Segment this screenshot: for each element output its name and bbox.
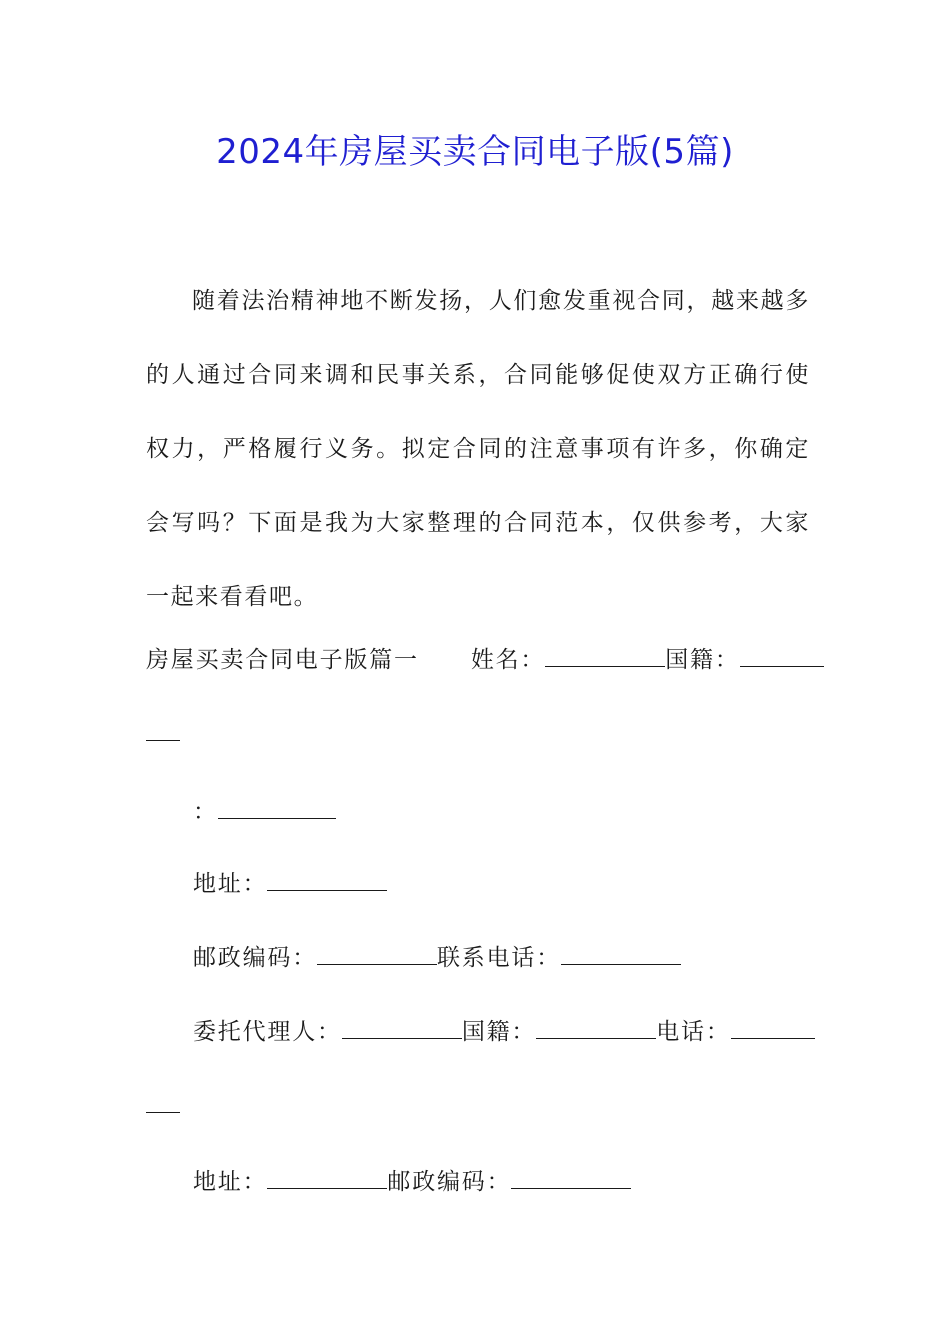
agent-address-line [193,1166,631,1198]
agent-phone-label: 电话： [656,1019,731,1045]
agent-postcode-blank[interactable] [511,1170,631,1189]
party-a-line-2 [193,796,336,828]
party-a-line-1-continued [146,718,180,750]
nationality-blank[interactable] [740,648,824,667]
nationality-label: 国籍： [665,647,740,673]
id-blank[interactable] [218,800,336,819]
agent-postcode-label: 邮政编码： [387,1169,512,1195]
agent-address-blank[interactable] [267,1170,387,1189]
phone-label: 联系电话： [437,945,561,971]
phone-blank[interactable] [561,946,681,965]
agent-nationality-label: 国籍： [461,1019,537,1045]
party-a-line-1 [146,644,824,676]
document-title: 2024年房屋买卖合同电子版(5篇) [216,132,734,172]
intro-paragraph: 随着法治精神地不断发扬，人们愈发重视合同，越来越多的人通过合同来调和民事关系，合同能够促使双方正确行使权力，严格履行义务。拟定合同的注意事项有许多，你确定会写吗？下面是我为大家整理的合同范本，仅供参考，大家一起来看看吧。 [146,288,810,610]
agent-line [193,1016,815,1048]
agent-label: 委托代理人： [193,1019,342,1045]
party-a-contact-line [193,942,681,974]
agent-phone-blank-continued[interactable] [146,1094,180,1113]
name-blank[interactable] [545,648,665,667]
agent-blank[interactable] [342,1020,462,1039]
postcode-label: 邮政编码： [193,945,317,971]
address-label: 地址： [193,871,268,897]
nationality-blank-continued[interactable] [146,722,180,741]
colon-label: ： [193,799,218,825]
address-blank[interactable] [267,872,387,891]
postcode-blank[interactable] [317,946,437,965]
section-heading: 房屋买卖合同电子版篇一 [146,647,419,673]
agent-phone-blank[interactable] [731,1020,815,1039]
agent-line-continued [146,1090,180,1122]
agent-nationality-blank[interactable] [536,1020,656,1039]
party-a-address-line [193,868,387,900]
agent-address-label: 地址： [193,1169,268,1195]
name-label: 姓名： [470,647,546,673]
